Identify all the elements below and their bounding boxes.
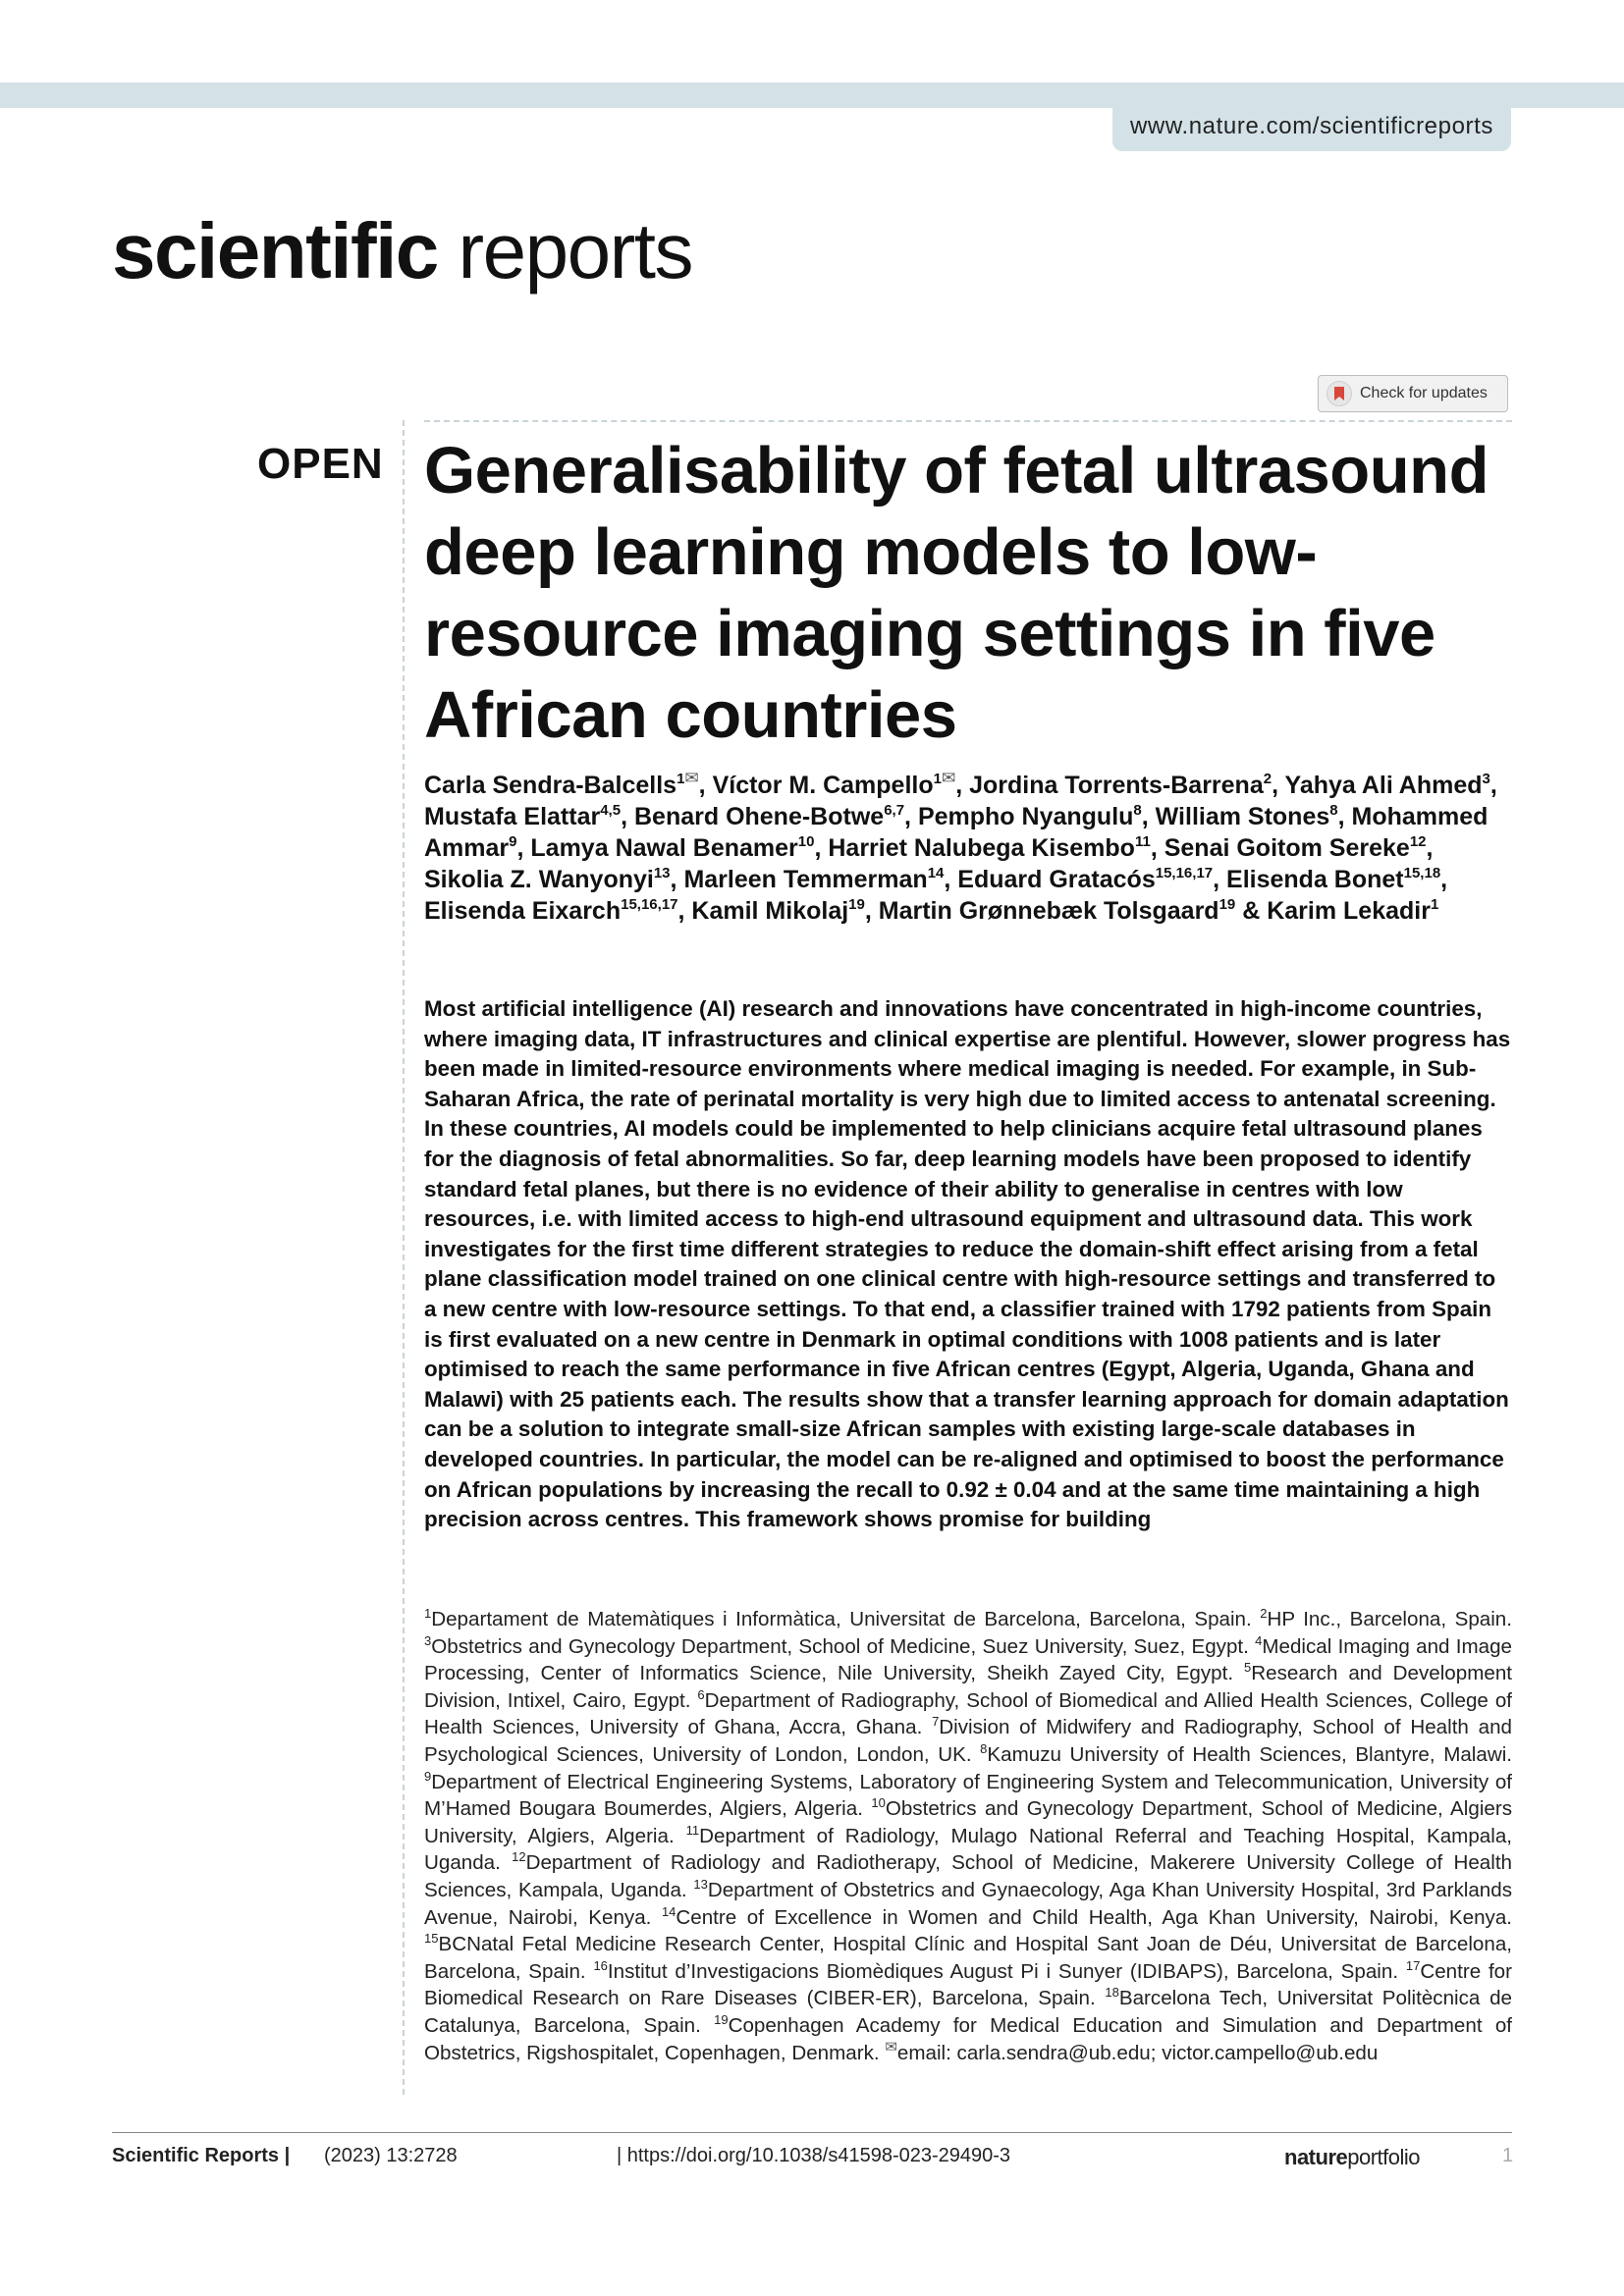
affiliation-text: Kamuzu University of Health Sciences, Blantyre, Malawi. [987,1742,1512,1766]
brand-bold: nature [1284,2145,1348,2169]
affiliation-number: 5 [1244,1660,1252,1676]
author-name: Elisenda Eixarch [424,897,622,925]
affiliation-text: Division of Midwifery and Radiography, School of Health and Psychological Sciences, University of London, London, UK. [424,1716,1512,1766]
corresponding-email: email: carla.sendra@ub.edu; victor.campello@ub.edu [896,2041,1379,2064]
author-affiliation-mark: 1 [1430,896,1439,913]
affiliation-text: Institut d’Investigacions Biomèdiques August Pi i Sunyer (IDIBAPS), Barcelona, Spain. [607,1959,1406,1983]
check-for-updates-button[interactable] [1318,375,1508,412]
affiliation-text: Copenhagen Academy for Medical Education and Simulation and Department of Obstetrics, Rigshospitalet, Copenhagen, Denmark. [424,2013,1512,2064]
affiliation-number: 8 [980,1740,988,1756]
affiliation-text: Research and Development Division, Intixel, Cairo, Egypt. [424,1662,1513,1712]
affiliation-number: 10 [871,1795,886,1811]
author-name: Eduard Gratacós [957,866,1156,893]
author-name: Mohammed Ammar [424,803,1489,862]
author-name: Pempho Nyangulu [917,803,1134,830]
affiliation-number: 11 [685,1822,700,1838]
author-affiliation-mark: 12 [1409,833,1427,850]
journal-logo [112,207,693,294]
mail-icon: ✉ [684,769,699,787]
bookmark-icon [1326,381,1352,406]
affiliation-text: Obstetrics and Gynecology Department, School of Medicine, Algiers University, Algiers, Algeria. [424,1797,1513,1847]
author-affiliation-mark: 6,7 [884,802,905,819]
affiliation-number: 4 [1255,1632,1263,1648]
affiliation-text: Centre for Biomedical Research on Rare Diseases (CIBER-ER), Barcelona, Spain. [424,1959,1512,2010]
author-affiliation-mark: 4,5 [600,802,622,819]
mail-icon: ✉ [885,2038,897,2056]
author-name: Senai Goitom Sereke [1164,834,1410,862]
affiliations [424,1606,1512,2066]
author-affiliation-mark: 15,16,17 [1155,865,1214,881]
affiliation-text: Department of Obstetrics and Gynaecology, Aga Khan University Hospital, 3rd Parklands Avenue, Nairobi, Kenya. [424,1878,1512,1929]
check-for-updates-label: Check for updates [1360,385,1488,401]
author-name: Yahya Ali Ahmed [1284,772,1483,799]
affiliation-number: 15 [424,1931,439,1947]
author-affiliation-mark: 8 [1329,802,1338,819]
author-affiliation-mark: 9 [509,833,517,850]
affiliation-text: Barcelona Tech, Universitat Politècnica de Catalunya, Barcelona, Spain. [424,1987,1512,2037]
footer-doi[interactable]: | https://doi.org/10.1038/s41598-023-29490-3 [617,2145,1011,2166]
author-name: Harriet Nalubega Kisembo [828,834,1135,862]
page-number: 1 [1502,2145,1514,2166]
author-affiliation-mark: 8 [1133,802,1142,819]
author-affiliation-mark: 19 [1218,896,1236,913]
mail-icon: ✉ [941,769,956,787]
author-name: Benard Ohene-Botwe [633,803,885,830]
author-list: Carla Sendra-Balcells$^{1✉}$, Víctor M. Campello$^{1✉}$, Jordina Torrents-Barrena$^2$, Yahya Ali Ahmed$^3$, Mustafa Elattar$^{4,5}$, Benard Ohene-Botwe$^{6,7}$, Pempho Nyangulu$^8$, William Stones$^8$, Mohammed Ammar$^9$, Lamya Nawal Benamer$^{10}$, Harriet Nalubega Kisembo$^{11}$, Senai Goitom Sereke$^{12}$, Sikolia Z. Wanyonyi$^{13}$, Marleen Temmerman$^{14}$, Eduard Gratacós$^{15,16,17}$, Elisenda Bonet$^{15,18}$, Elisenda Eixarch$^{15,16,17}$, Kamil Mikolaj$^{19}$, Martin Grønnebæk Tolsgaard$^{19}$ & Karim Lekadir$^1$ [424,769,1497,925]
author-name: Lamya Nawal Benamer [530,834,798,862]
article-title: Generalisability of fetal ultrasound deep learning models to low-resource imaging settings in five African countries [424,434,1489,752]
author-name: Carla Sendra-Balcells [424,772,677,799]
brand-light: portfolio [1347,2145,1421,2169]
author-affiliation-mark: 2 [1263,771,1272,787]
author-affiliation-mark: 14 [927,865,945,881]
affiliation-text: Department of Radiology and Radiotherapy, School of Medicine, Makerere University College of Health Sciences, Kampala, Uganda. [424,1851,1512,1901]
author-name: Jordina Torrents-Barrena [969,772,1264,799]
author-name: Marleen Temmerman [683,866,928,893]
author-name: Kamil Mikolaj [691,897,849,925]
author-affiliation-mark: 15,16,17 [621,896,678,913]
affiliation-number: 6 [697,1686,705,1702]
footer-volume: (2023) 13:2728 [324,2145,458,2166]
author-affiliation-mark: 3 [1482,771,1490,787]
affiliation-number: 7 [932,1714,940,1730]
affiliation-number: 19 [714,2011,729,2027]
open-access-label: OPEN [257,440,384,488]
affiliation-text: Obstetrics and Gynecology Department, School of Medicine, Suez University, Suez, Egypt. [431,1634,1256,1658]
author-affiliation-mark: 11 [1134,833,1151,850]
author-name: Elisenda Bonet [1226,866,1404,893]
affiliation-text: Centre of Excellence in Women and Child Health, Aga Khan University, Nairobi, Kenya. [676,1905,1513,1929]
affiliation-text: BCNatal Fetal Medicine Research Center, Hospital Clínic and Hospital Sant Joan de Déu, Universitat de Barcelona, Barcelona, Spain. [424,1933,1512,1983]
author-name: Karim Lekadir [1267,897,1431,925]
affiliation-number: 9 [424,1768,432,1784]
affiliation-text: Medical Imaging and Image Processing, Center of Informatics Science, Nile University, Sheikh Zayed City, Egypt. [424,1634,1512,1685]
title-divider [424,420,1512,422]
logo-bold-text: scientific [112,207,438,294]
journal-url[interactable]: www.nature.com/scientificreports [1112,102,1511,151]
affiliation-text: Department of Radiology, Mulago National Referral and Teaching Hospital, Kampala, Uganda. [424,1824,1512,1875]
affiliation-text: Departament de Matemàtiques i Informàtica, Universitat de Barcelona, Barcelona, Spain. [431,1608,1261,1630]
affiliation-number: 1 [424,1606,432,1621]
footer-rule [112,2132,1512,2133]
nature-portfolio-logo [1284,2145,1420,2170]
logo-light-text: reports [458,207,693,294]
author-affiliation-mark: 10 [797,833,815,850]
author-name: Sikolia Z. Wanyonyi [424,866,654,893]
affiliation-number: 17 [1405,1957,1421,1973]
affiliation-number: 14 [661,1903,677,1919]
affiliation-text: Department of Radiography, School of Biomedical and Allied Health Sciences, College of Health Sciences, University of Ghana, Accra, Ghana. [424,1688,1512,1739]
affiliation-number: 2 [1260,1606,1268,1621]
affiliation-number: 16 [593,1957,608,1973]
author-affiliation-mark: 13 [653,865,671,881]
affiliation-text: Department of Electrical Engineering Systems, Laboratory of Engineering System and Telecommunication, University of M’Hamed Bougara Boumerdes, Algiers, Algeria. [424,1770,1512,1821]
affiliation-number: 12 [512,1849,526,1865]
author-affiliation-mark: 1 [933,771,942,787]
author-name: Víctor M. Campello [712,772,934,799]
author-name: William Stones [1155,803,1330,830]
column-divider [403,420,405,2095]
author-affiliation-mark: 15,18 [1403,865,1441,881]
affiliation-text: HP Inc., Barcelona, Spain. [1267,1608,1512,1630]
author-name: Martin Grønnebæk Tolsgaard [878,897,1219,925]
affiliation-number: 3 [424,1632,432,1648]
affiliation-number: 13 [693,1876,708,1892]
footer-journal: Scientific Reports | [112,2145,291,2166]
author-name: Mustafa Elattar [424,803,601,830]
author-affiliation-mark: 1 [677,771,685,787]
affiliation-number: 18 [1105,1985,1119,2001]
author-affiliation-mark: 19 [848,896,865,913]
abstract: Most artificial intelligence (AI) research and innovations have concentrated in high-income countries, where imaging data, IT infrastructures and clinical expertise are plentiful. However, slower progress has been made in limited-resource environments where medical imaging is needed. For example, in Sub-Saharan Africa, the rate of perinatal mortality is very high due to limited access to antenatal screening. In these countries, AI models could be implemented to help clinicians acquire fetal ultrasound planes for the diagnosis of fetal abnormalities. So far, deep learning models have been proposed to identify standard fetal planes, but there is no evidence of their ability to generalise in centres with low resources, i.e. with limited access to high-end ultrasound equipment and ultrasound data. This work investigates for the first time different strategies to reduce the domain-shift effect arising from a fetal plane classification model trained on one clinical centre with high-resource settings and transferred to a new centre with low-resource settings. To that end, a classifier trained with 1792 patients from Spain is first evaluated on a new centre in Denmark in optimal conditions with 1008 patients and is later optimised to reach the same performance in five African centres (Egypt, Algeria, Uganda, Ghana and Malawi) with 25 patients each. The results show that a transfer learning approach for domain adaptation can be a solution to integrate small-size African samples with existing large-scale databases in developed countries. In particular, the model can be re-aligned and optimised to boost the performance on African populations by increasing the recall to 0.92 ± 0.04 and at the same time maintaining a high precision across centres. This framework shows promise for building [424,996,1511,1532]
